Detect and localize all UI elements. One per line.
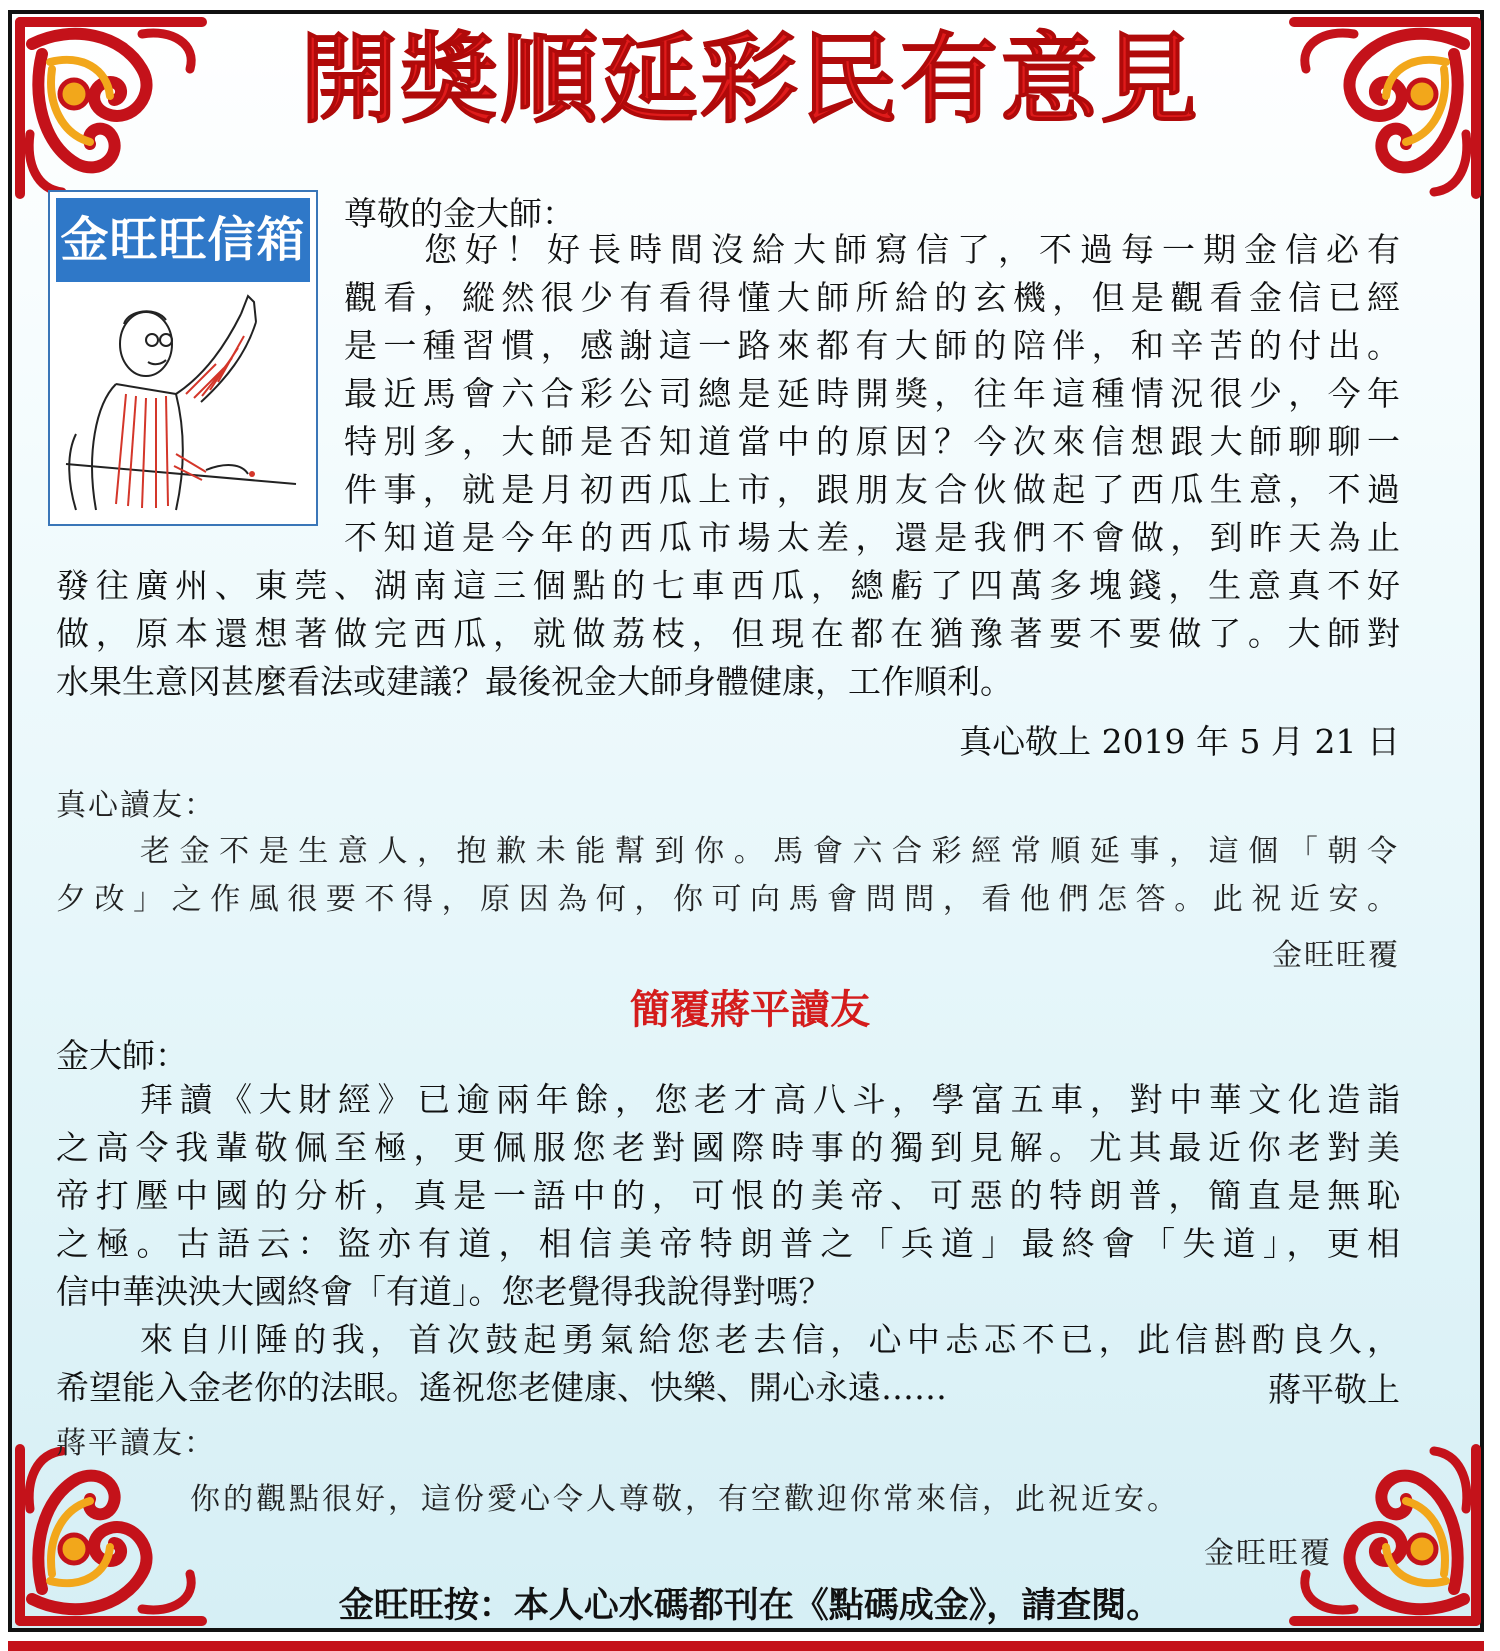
letter-salutation: 尊敬的金大師：	[344, 194, 575, 233]
reply-line: 老金不是生意人，抱歉未能幫到你。馬會六合彩經常順延事，這個「朝令	[140, 834, 1400, 869]
reply-salutation: 真心讀友：	[56, 788, 216, 823]
letter-line: 水果生意冈甚麼看法或建議？最後祝金大師身體健康，工作順利。	[56, 662, 1013, 701]
letter-line: 之極。古語云：盜亦有道，相信美帝特朗普之「兵道」最終會「失道」，更相	[56, 1224, 1400, 1263]
bottom-border-strip	[8, 1641, 1484, 1651]
letter-line: 帝打壓中國的分析，真是一語中的，可恨的美帝、可惡的特朗普，簡直是無恥	[56, 1176, 1400, 1215]
editor-note: 金旺旺按：本人心水碼都刊在《點碼成金》，請查閱。	[338, 1586, 1162, 1626]
letter-line: 之高令我輩敬佩至極，更佩服您老對國際時事的獨到見解。尤其最近你老對美	[56, 1128, 1400, 1167]
pointing-man-illustration-icon	[56, 284, 310, 520]
letter-body	[56, 1076, 1400, 1412]
letter-line: 來自川陲的我，首次鼓起勇氣給您老去信，心中忐忑不已，此信斟酌良久，	[140, 1320, 1400, 1359]
reply-line: 夕改」之作風很要不得，原因為何，你可向馬會問問，看他們怎答。此祝近安。	[56, 882, 1400, 917]
letter-line: 特別多，大師是否知道當中的原因？今次來信想跟大師聊聊一	[344, 422, 1400, 461]
letter-line: 發往廣州、東莞、湖南這三個點的七車西瓜，總虧了四萬多塊錢，生意真不好	[56, 566, 1400, 605]
letter-line: 是一種習慣，感謝這一路來都有大師的陪伴，和辛苦的付出。	[344, 326, 1400, 365]
reply-signature: 金旺旺覆	[1204, 1536, 1332, 1571]
headline: 開獎順延彩民有意見	[299, 22, 1200, 137]
letter-signature: 真心敬上 2019 年 5 月 21 日	[959, 722, 1400, 761]
reply-salutation: 蔣平讀友：	[56, 1426, 216, 1461]
letter-body-lower	[56, 562, 1400, 706]
column-logo-box	[48, 190, 318, 526]
letter-line: 觀看，縱然很少有看得懂大師所給的玄機，但是觀看金信已經	[344, 278, 1400, 317]
letter-line: 信中華泱泱大國終會「有道」。您老覺得我說得對嗎？	[56, 1272, 832, 1311]
letter-line: 不知道是今年的西瓜市場太差，還是我們不會做，到昨天為止	[344, 518, 1400, 557]
column-logo-label: 金旺旺信箱	[56, 198, 310, 282]
letter-line: 您好！好長時間沒給大師寫信了，不過每一期金信必有	[424, 230, 1400, 269]
letter-salutation: 金大師：	[56, 1036, 188, 1075]
reply-line: 你的觀點很好，這份愛心令人尊敬，有空歡迎你常來信，此祝近安。	[190, 1482, 1180, 1517]
reply-signature: 金旺旺覆	[1272, 938, 1400, 973]
letter-signature: 蔣平敬上	[1268, 1370, 1400, 1409]
letter-line: 做，原本還想著做完西瓜，就做荔枝，但現在都在猶豫著要不要做了。大師對	[56, 614, 1400, 653]
letter-line: 件事，就是月初西瓜上市，跟朋友合伙做起了西瓜生意，不過	[344, 470, 1400, 509]
letter-line: 最近馬會六合彩公司總是延時開獎，往年這種情況很少，今年	[344, 374, 1400, 413]
letter-line: 希望能入金老你的法眼。遙祝您老健康、快樂、開心永遠……	[56, 1368, 947, 1407]
section-heading: 簡覆蔣平讀友	[630, 986, 870, 1033]
letter-body-upper	[344, 226, 1400, 562]
letter-line: 拜讀《大財經》已逾兩年餘，您老才高八斗，學富五車，對中華文化造詣	[140, 1080, 1400, 1119]
